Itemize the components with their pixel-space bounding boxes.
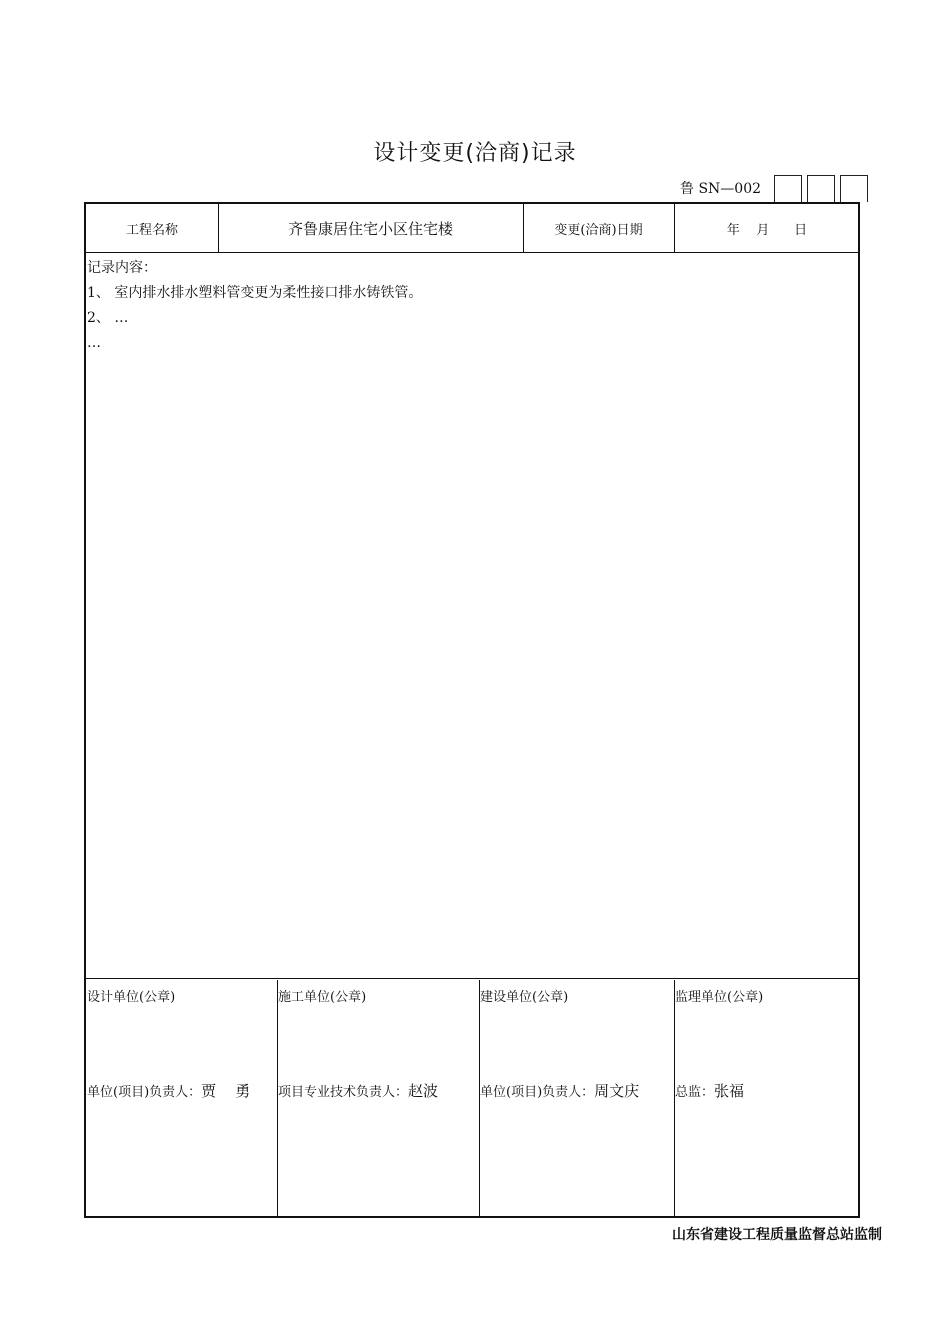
owner-unit-person	[480, 1080, 639, 1101]
content-line: 2、 …	[87, 310, 129, 326]
construction-unit-name: 赵波	[408, 1082, 439, 1100]
change-record-form	[84, 202, 860, 1218]
supervision-unit-role: 总监：	[675, 1085, 715, 1100]
form-code: 鲁 SN—002	[680, 181, 762, 197]
code-box-1[interactable]	[774, 175, 802, 202]
construction-unit-person	[278, 1080, 438, 1101]
design-unit-cell[interactable]	[86, 980, 277, 1216]
page-title: 设计变更(洽商)记录	[373, 141, 577, 166]
code-box-3[interactable]	[840, 175, 868, 202]
content-line: 1、 室内排水排水塑料管变更为柔性接口排水铸铁管。	[87, 285, 423, 301]
change-date-value[interactable]: 年 月 日	[726, 222, 808, 238]
supervision-unit-person	[675, 1080, 744, 1101]
content-line: 记录内容：	[87, 260, 157, 276]
footer-issuer: 山东省建设工程质量监督总站监制	[672, 1227, 882, 1243]
design-unit-name: 贾 勇	[201, 1082, 251, 1100]
header-row	[86, 204, 858, 253]
design-unit-person	[87, 1080, 250, 1101]
content-line: …	[87, 335, 101, 351]
owner-unit-label: 建设单位(公章)	[480, 990, 569, 1005]
supervision-unit-name: 张福	[714, 1082, 745, 1100]
owner-unit-cell[interactable]	[479, 980, 674, 1216]
record-content[interactable]	[86, 252, 858, 979]
owner-unit-role: 单位(项目)负责人：	[480, 1085, 595, 1100]
construction-unit-role: 项目专业技术负责人：	[278, 1085, 409, 1100]
construction-unit-cell[interactable]	[277, 980, 479, 1216]
form-code-row	[680, 174, 868, 202]
design-unit-label: 设计单位(公章)	[87, 990, 176, 1005]
project-name-label: 工程名称	[125, 222, 178, 238]
supervision-unit-label: 监理单位(公章)	[675, 990, 764, 1005]
code-box-2[interactable]	[807, 175, 835, 202]
signature-row	[86, 980, 858, 1216]
project-name-value[interactable]: 齐鲁康居住宅小区住宅楼	[287, 219, 453, 238]
owner-unit-name: 周文庆	[594, 1082, 640, 1100]
construction-unit-label: 施工单位(公章)	[278, 990, 367, 1005]
supervision-unit-cell[interactable]	[674, 980, 860, 1216]
change-date-label: 变更(洽商)日期	[554, 222, 643, 238]
design-unit-role: 单位(项目)负责人：	[87, 1085, 202, 1100]
